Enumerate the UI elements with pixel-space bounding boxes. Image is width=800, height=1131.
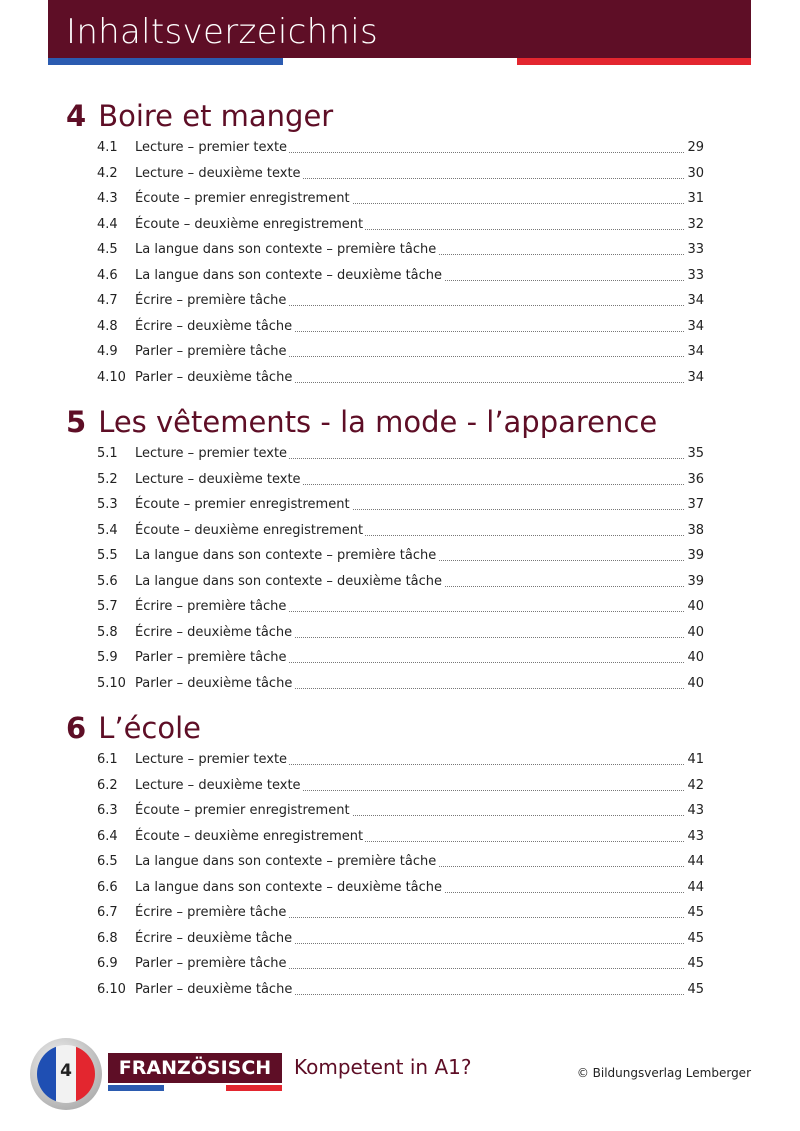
toc-entry-number: 6.3: [97, 803, 118, 818]
toc-entry: [97, 981, 704, 999]
toc-entry-page: 37: [687, 497, 704, 512]
toc-entry-label: Écrire – première tâche: [135, 599, 287, 614]
toc-entry-label: Lecture – premier texte: [135, 446, 288, 461]
toc-entry-page: 32: [687, 216, 704, 232]
toc-entry: [97, 853, 704, 871]
toc-entry-page: 44: [687, 879, 704, 895]
toc-entry: [97, 267, 704, 285]
toc-entry-page: 34: [687, 369, 704, 385]
copyright-notice: © Bildungsverlag Lemberger: [576, 1066, 751, 1080]
subject-label: FRANZÖSISCH: [108, 1053, 282, 1083]
toc-entry-number: 4.3: [97, 191, 118, 206]
toc-entry-page: 40: [687, 675, 704, 691]
section-title: [66, 405, 658, 439]
toc-entry: [97, 598, 704, 616]
section-label: Les vêtements - la mode - l’apparence: [98, 405, 658, 439]
toc-entry-label: Écoute – deuxième enregistrement: [135, 522, 364, 538]
toc-entry-number: 4.10: [97, 369, 126, 385]
toc-entry-page: 39: [687, 573, 704, 589]
toc-entry-page: 45: [687, 930, 704, 946]
section-title: [66, 99, 334, 133]
toc-entry-number: 4.9: [97, 344, 118, 359]
toc-entry-number: 5.9: [97, 650, 118, 665]
toc-entry: [97, 343, 704, 361]
toc-entry-number: 6.1: [97, 752, 118, 767]
toc-entry-page: 40: [687, 624, 704, 640]
toc-entry-label: Écoute – deuxième enregistrement: [135, 828, 364, 844]
toc-entry-number: 5.2: [97, 471, 118, 487]
toc-entry-label: Écrire – deuxième tâche: [135, 930, 293, 946]
toc-entry-page: 38: [687, 522, 704, 538]
toc-entry-page: 43: [687, 828, 704, 844]
toc-entry: [97, 522, 704, 540]
toc-entry: [97, 955, 704, 973]
footer-stripe-red: [226, 1085, 282, 1091]
section-title: [66, 711, 201, 745]
toc-entry-label: Lecture – premier texte: [135, 752, 288, 767]
page-number: 4: [60, 1061, 72, 1081]
section-label: L’école: [98, 711, 201, 745]
section-number: 5: [66, 405, 87, 439]
toc-entry-number: 4.5: [97, 242, 118, 257]
toc-entry-label: Écrire – deuxième tâche: [135, 624, 293, 640]
toc-entry-label: Lecture – deuxième texte: [135, 471, 301, 487]
toc-entry: [97, 904, 704, 922]
toc-entry: [97, 649, 704, 667]
toc-entry-label: Écoute – premier enregistrement: [135, 497, 350, 512]
toc-entry-number: 6.8: [97, 930, 118, 946]
toc-entry-page: 41: [687, 752, 704, 767]
toc-entry-number: 6.4: [97, 828, 118, 844]
toc-entry: [97, 751, 704, 769]
toc-entry: [97, 292, 704, 310]
toc-entry-label: Écrire – première tâche: [135, 905, 287, 920]
toc-entry-label: Écrire – première tâche: [135, 293, 287, 308]
toc-entry-label: Parler – première tâche: [135, 650, 287, 665]
toc-entry: [97, 369, 704, 387]
toc-entry-page: 45: [687, 981, 704, 997]
toc-entry: [97, 165, 704, 183]
toc-entry: [97, 471, 704, 489]
toc-entry-label: Parler – deuxième tâche: [135, 981, 293, 997]
toc-entry: [97, 879, 704, 897]
toc-entry-number: 6.6: [97, 879, 118, 895]
toc-entry: [97, 445, 704, 463]
toc-entry-number: 6.10: [97, 981, 126, 997]
toc-entry: [97, 930, 704, 948]
toc-entry: [97, 496, 704, 514]
toc-entry: [97, 777, 704, 795]
toc-entry-label: Lecture – deuxième texte: [135, 165, 301, 181]
toc-entry-page: 30: [687, 165, 704, 181]
toc-entry-label: La langue dans son contexte – deuxième tâche: [135, 879, 443, 895]
toc-entry-label: La langue dans son contexte – deuxième tâche: [135, 573, 443, 589]
toc-entry-number: 4.7: [97, 293, 118, 308]
section-label: Boire et manger: [98, 99, 334, 133]
toc-entry-label: Parler – deuxième tâche: [135, 369, 293, 385]
toc-entry: [97, 624, 704, 642]
toc-entry-label: Écrire – deuxième tâche: [135, 318, 293, 334]
toc-entry-label: La langue dans son contexte – deuxième tâche: [135, 267, 443, 283]
toc-entry: [97, 547, 704, 565]
toc-entry-label: Lecture – deuxième texte: [135, 777, 301, 793]
section-number: 6: [66, 711, 87, 745]
toc-entry: [97, 802, 704, 820]
toc-entry-label: La langue dans son contexte – première tâche: [135, 242, 437, 257]
toc-entry-page: 44: [687, 854, 704, 869]
section-number: 4: [66, 99, 87, 133]
page-number-badge: [30, 1038, 102, 1110]
toc-entry-number: 5.3: [97, 497, 118, 512]
toc-entry-number: 4.4: [97, 216, 118, 232]
toc-entry-label: Écoute – premier enregistrement: [135, 191, 350, 206]
toc-entry: [97, 216, 704, 234]
toc-entry-number: 5.6: [97, 573, 118, 589]
toc-entry-page: 39: [687, 548, 704, 563]
toc-entry: [97, 573, 704, 591]
toc-entry-number: 5.7: [97, 599, 118, 614]
toc-entry-page: 33: [687, 267, 704, 283]
toc-entry-number: 6.9: [97, 956, 118, 971]
toc-entry-label: Écoute – premier enregistrement: [135, 803, 350, 818]
page-header: [48, 0, 751, 58]
toc-entry-page: 40: [687, 650, 704, 665]
toc-entry-label: La langue dans son contexte – première tâche: [135, 548, 437, 563]
toc-entry-number: 6.5: [97, 854, 118, 869]
toc-entry: [97, 190, 704, 208]
toc-entry-page: 40: [687, 599, 704, 614]
toc-entry-page: 45: [687, 956, 704, 971]
toc-entry-page: 29: [687, 140, 704, 155]
header-stripe-red: [517, 58, 751, 65]
footer-subtitle: Kompetent in A1?: [294, 1055, 472, 1079]
toc-entry-number: 5.10: [97, 675, 126, 691]
footer-stripe-blue: [108, 1085, 164, 1091]
toc-entry-page: 31: [687, 191, 704, 206]
toc-entry-number: 6.7: [97, 905, 118, 920]
toc-entry-page: 34: [687, 318, 704, 334]
toc-entry-page: 33: [687, 242, 704, 257]
toc-entry: [97, 318, 704, 336]
header-stripe-blue: [48, 58, 283, 65]
toc-entry: [97, 675, 704, 693]
toc-entry: [97, 139, 704, 157]
toc-entry-number: 5.4: [97, 522, 118, 538]
toc-entry-page: 34: [687, 293, 704, 308]
toc-entry-number: 4.1: [97, 140, 118, 155]
toc-entry-page: 36: [687, 471, 704, 487]
toc-entry-label: Parler – première tâche: [135, 344, 287, 359]
toc-entry-number: 4.8: [97, 318, 118, 334]
toc-entry-number: 5.8: [97, 624, 118, 640]
toc-entry-label: La langue dans son contexte – première tâche: [135, 854, 437, 869]
toc-entry-number: 4.6: [97, 267, 118, 283]
toc-entry-label: Parler – première tâche: [135, 956, 287, 971]
toc-entry-number: 4.2: [97, 165, 118, 181]
toc-entry: [97, 241, 704, 259]
toc-entry-label: Parler – deuxième tâche: [135, 675, 293, 691]
toc-entry-number: 5.5: [97, 548, 118, 563]
page-title: Inhaltsverzeichnis: [66, 12, 379, 52]
toc-entry-page: 43: [687, 803, 704, 818]
toc-entry-page: 34: [687, 344, 704, 359]
toc-entry-page: 35: [687, 446, 704, 461]
toc-entry-number: 5.1: [97, 446, 118, 461]
toc-entry-label: Lecture – premier texte: [135, 140, 288, 155]
toc-entry-number: 6.2: [97, 777, 118, 793]
toc-entry-page: 45: [687, 905, 704, 920]
toc-entry-label: Écoute – deuxième enregistrement: [135, 216, 364, 232]
toc-entry: [97, 828, 704, 846]
toc-entry-page: 42: [687, 777, 704, 793]
